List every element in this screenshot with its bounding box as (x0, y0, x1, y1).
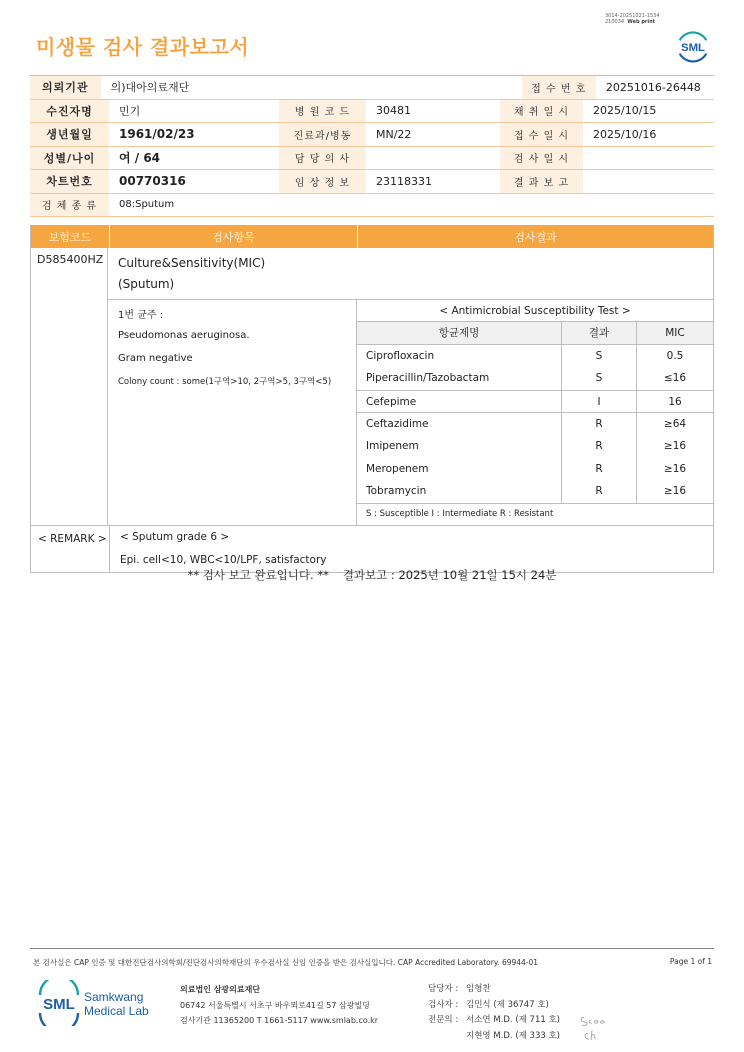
ast-header-row (357, 322, 713, 345)
value-specimen: 08:Sputum (119, 199, 175, 211)
label-receipt-date: 접 수 일 시 (500, 123, 583, 146)
label-result-report: 결 과 보 고 (500, 170, 583, 193)
label-specimen: 검 체 종 류 (30, 194, 109, 217)
result-body (31, 248, 713, 525)
drug-result: R (562, 480, 637, 503)
drug-mic: ≤16 (663, 372, 687, 385)
ast-row (357, 412, 713, 435)
accreditation-note: 본 검사실은 CAP 인증 및 대한진단검사의학회/진단검사의학재단의 우수검사실 신임 인증을 받은 검사실입니다. CAP Accredited Laboratory. 69944-01 (33, 958, 539, 967)
sml-logo-text: SML (680, 42, 706, 55)
drug-mic: ≥16 (663, 462, 687, 475)
drug-mic: 0.5 (666, 349, 684, 362)
organism-name: Pseudomonas aeruginosa. (118, 330, 250, 342)
header-test-item: 검사항목 (110, 225, 358, 248)
label-department: 진료과/병동 (279, 123, 366, 146)
footer-divider (30, 948, 714, 949)
organization-contact: 검사기관 11365200 T 1661-5117 www.smlab.co.kr (180, 1016, 379, 1025)
ast-row (357, 345, 713, 368)
ast-col-drug: 항균제명 (357, 322, 562, 344)
organism-info (108, 300, 357, 525)
staff-row (428, 982, 560, 998)
sml-logo-icon (674, 27, 712, 65)
staff-row (428, 1029, 560, 1045)
value-receipt-no: 20251016-26448 (605, 80, 701, 94)
staff-role: 검사자 : (428, 999, 459, 1010)
drug-name: Meropenem (357, 458, 562, 481)
staff-role: 전문의 : (428, 1015, 459, 1025)
value-collection-date: 2025/10/15 (593, 104, 657, 118)
value-hospital-code: 30481 (376, 104, 411, 118)
ast-row (357, 390, 713, 413)
info-row (30, 147, 714, 171)
colony-count: Colony count : some(1구역>10, 2구역>5, 3구역<5) (118, 377, 332, 388)
print-meta (605, 13, 660, 25)
label-institution: 의뢰기관 (30, 76, 101, 99)
drug-name: Piperacillin/Tazobactam (357, 367, 562, 390)
result-main (108, 248, 713, 525)
info-row (30, 76, 714, 100)
ast-col-result: 결과 (562, 322, 637, 344)
staff-info (428, 982, 560, 1044)
footer-logo-name-2: Medical Lab (84, 1004, 149, 1018)
ast-row (357, 435, 713, 458)
organization-info (180, 982, 378, 1029)
ast-title: < Antimicrobial Susceptibility Test > (357, 300, 713, 322)
value-clinical-info: 23118331 (376, 174, 432, 188)
remark-line1: < Sputum grade 6 > (120, 531, 230, 544)
completion-message: ** 검사 보고 완료입니다. ** (187, 568, 329, 582)
organism-label: 1번 균주 : (118, 309, 164, 321)
info-row (30, 170, 714, 194)
label-sex-age: 성별/나이 (30, 147, 109, 170)
value-doctor (366, 147, 500, 170)
staff-name: 서소연 M.D. (제 711 호) (466, 1015, 561, 1025)
patient-info-table (30, 75, 714, 217)
ast-legend: S : Susceptible I : Intermediate R : Resistant (357, 503, 713, 525)
ast-row (357, 480, 713, 503)
drug-mic: ≥64 (663, 418, 687, 431)
value-patient-name: 민기 (119, 104, 141, 118)
staff-name: 임형찬 (466, 984, 491, 994)
drug-name: Ceftazidime (357, 413, 562, 435)
drug-name: Tobramycin (357, 480, 562, 503)
ast-row (357, 458, 713, 481)
remark-label: < REMARK > (31, 526, 110, 572)
staff-role: 담당자 : (428, 984, 459, 994)
drug-result: S (562, 345, 637, 368)
label-test-date: 검 사 일 시 (500, 147, 583, 170)
drug-result: R (562, 435, 637, 458)
remark-value (110, 526, 327, 572)
label-hospital-code: 병 원 코 드 (279, 100, 366, 123)
drug-name: Imipenem (357, 435, 562, 458)
value-birth-date: 1961/02/23 (119, 127, 195, 142)
signature-icon (578, 1010, 614, 1044)
ast-section (108, 300, 713, 525)
drug-result: R (562, 458, 637, 481)
label-patient-name: 수진자명 (30, 100, 109, 123)
drug-name: Ciprofloxacin (357, 345, 562, 368)
value-department: MN/22 (376, 127, 412, 141)
value-test-date (583, 147, 714, 170)
staff-row (428, 998, 560, 1014)
drug-result: S (562, 367, 637, 390)
value-institution: 의)대아의료재단 (110, 81, 190, 95)
report-time: 결과보고 : 2025년 10월 21일 15시 24분 (342, 568, 557, 582)
test-name-line2: (Sputum) (118, 277, 175, 291)
drug-mic: ≥16 (663, 485, 687, 498)
label-clinical-info: 임 상 정 보 (279, 170, 366, 193)
ast-col-mic: MIC (665, 326, 685, 339)
organization-name: 의료법인 삼광의료재단 (180, 985, 261, 994)
drug-result: R (562, 413, 637, 435)
web-print-label: Web print (627, 19, 656, 25)
staff-row (428, 1013, 560, 1029)
value-chart-no: 00770316 (119, 174, 186, 189)
staff-name: 지현영 M.D. (제 333 호) (466, 1030, 561, 1041)
label-receipt-no: 접 수 번 호 (522, 76, 596, 99)
footer-logo-text: SML (43, 996, 75, 1013)
footer-logo-name-1: Samkwang (84, 990, 144, 1004)
page-number: Page 1 of 1 (669, 957, 712, 966)
info-row (30, 123, 714, 147)
value-result-report (583, 170, 714, 193)
value-sex-age: 여 / 64 (119, 151, 161, 166)
info-row (30, 100, 714, 124)
result-table (30, 225, 714, 573)
staff-name: 김민식 (제 36747 호) (466, 999, 549, 1010)
test-name (108, 248, 713, 300)
gram-stain: Gram negative (118, 352, 193, 364)
result-header (31, 225, 713, 248)
label-collection-date: 채 취 일 시 (500, 100, 583, 123)
test-name-line1: Culture&Sensitivity(MIC) (118, 256, 266, 270)
samkwang-logo-icon (38, 980, 158, 1026)
page-title: 미생물 검사 결과보고서 (36, 35, 250, 59)
header-test-result: 검사결과 (514, 230, 557, 244)
print-id: 3014-20251021-1534 (605, 13, 660, 19)
value-receipt-date: 2025/10/16 (593, 127, 657, 141)
completion-line (0, 567, 744, 583)
header-insurance-code: 보험코드 (31, 225, 110, 248)
info-row (30, 194, 714, 218)
ast-row (357, 367, 713, 390)
drug-mic: 16 (668, 395, 682, 408)
label-birth-date: 생년월일 (30, 123, 109, 146)
insurance-code: D585400HZ (31, 248, 108, 525)
print-sub (605, 19, 660, 25)
print-sub-id: 210034 (605, 19, 625, 25)
drug-mic: ≥16 (663, 440, 687, 453)
ast-table (357, 300, 713, 525)
label-doctor: 담 당 의 사 (279, 147, 366, 170)
label-chart-no: 차트번호 (30, 170, 109, 193)
remark-line2: Epi. cell<10, WBC<10/LPF, satisfactory (120, 554, 327, 567)
organization-address: 06742 서울특별시 서초구 바우뫼로41길 57 삼광빌딩 (180, 1000, 370, 1010)
drug-name: Cefepime (357, 391, 562, 413)
remark-row (31, 525, 713, 572)
drug-result: I (562, 391, 637, 413)
